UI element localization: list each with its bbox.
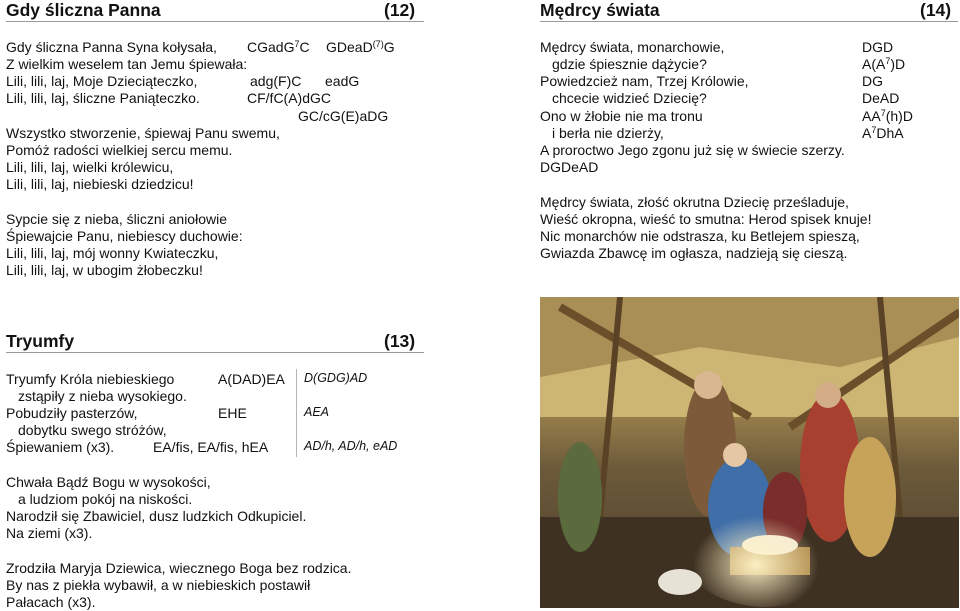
mary-head [723, 443, 747, 467]
song-title-gdy-sliczna-panna: Gdy śliczna Panna [6, 0, 161, 20]
chord-line: DG [862, 73, 883, 89]
lyric-line: chcecie widzieć Dziecię? [552, 90, 707, 106]
lyric-line: Lili, lili, laj, wielki królewicu, [6, 159, 174, 175]
alt-chord-line: AEA [304, 405, 330, 419]
lyric-line: Gwiazda Zbawcę im ogłasza, nadzieją się cieszą. [540, 245, 848, 261]
lyric-line: A proroctwo Jego zgonu już się w świecie szerzy. [540, 142, 845, 158]
lyric-line: Powiedzcież nam, Trzej Królowie, [540, 73, 749, 89]
nativity-painting [540, 297, 959, 608]
lyric-line: Chwała Bądź Bogu w wysokości, [6, 474, 211, 490]
chord-line: eadG [325, 73, 360, 89]
chord-line: adg(F)C [250, 73, 302, 89]
shepherd-figure [558, 442, 602, 552]
lyric-line: Sypcie się z nieba, śliczni aniołowie [6, 211, 227, 227]
song-number-12: (12) [384, 0, 416, 20]
lyric-line: Wieść okropna, wieść to smutna: Herod spisek knuje! [540, 211, 872, 227]
lyric-line: Lili, lili, laj, mój wonny Kwiateczku, [6, 245, 219, 261]
song-title-tryumfy: Tryumfy [6, 331, 75, 351]
lyric-line: Śpiewajcie Panu, niebiescy duchowie: [6, 228, 243, 244]
lamb [658, 569, 702, 595]
chord-line: A(DAD)EA [218, 371, 285, 387]
chord-line: CGadG$^7$C [247, 39, 310, 55]
chord-line: GDeaD$^{(7)}$G [326, 39, 395, 55]
lyric-line: dobytku swego stróżów, [18, 422, 167, 438]
nativity-illustration [540, 297, 959, 608]
lyric-line: Pobudziły pasterzów, [6, 405, 138, 421]
lyric-line: gdzie śpiesznie dążycie? [552, 56, 707, 72]
lyric-line: Wszystko stworzenie, śpiewaj Panu swemu, [6, 125, 280, 141]
lyric-line: Mędrcy świata, monarchowie, [540, 39, 725, 55]
lyric-line: Narodził się Zbawiciel, dusz ludzkich Odkupiciel. [6, 508, 307, 524]
lyric-line: a ludziom pokój na niskości. [18, 491, 193, 507]
alt-chord-line: AD/h, AD/h, eAD [304, 439, 398, 453]
lyric-line: Tryumfy Króla niebieskiego [6, 371, 175, 387]
lyric-line: Śpiewaniem (x3). [6, 439, 115, 455]
chord-line: $A(A^7)D$ [862, 56, 906, 72]
lyric-line: By nas z piekła wybawił, a w niebieskich postawił [6, 577, 311, 593]
song-title-medrcy-swiata: Mędrcy świata [540, 0, 660, 20]
lyric-line: Lili, lili, laj, Moje Dzieciąteczko, [6, 73, 198, 89]
lyric-line: Pomóż radości wielkiej sercu memu. [6, 142, 233, 158]
holy-light [675, 467, 855, 607]
lyric-line: Z wielkim weselem tan Jemu śpiewała: [6, 56, 248, 72]
title-rule-13 [6, 352, 424, 353]
lyric-line: Mędrcy świata, złość okrutna Dziecię prześladuje, [540, 194, 849, 210]
lyric-line: Lili, lili, laj, śliczne Paniąteczko. [6, 90, 200, 106]
chord-line: $AA^7(h)D$ [862, 108, 913, 124]
chord-column-divider [296, 369, 297, 457]
chord-line: EHE [218, 405, 247, 421]
chord-line: $A^7DhA$ [862, 125, 904, 141]
lyric-line: Nic monarchów nie odstrasza, ku Betlejem spieszą, [540, 228, 860, 244]
lyric-line: Gdy śliczna Panna Syna kołysała, [6, 39, 217, 55]
lyric-line: Na ziemi (x3). [6, 525, 93, 541]
lyric-line: Lili, lili, laj, niebieski dziedzicu! [6, 176, 194, 192]
title-rule-12 [6, 21, 424, 22]
chord-line: GC/cG(E)aDG [298, 108, 389, 124]
lyric-line: Zrodziła Maryja Dziewica, wiecznego Boga bez rodzica. [6, 560, 352, 576]
joseph-head [694, 371, 722, 399]
lyric-line: i berła nie dzierży, [552, 125, 664, 141]
alt-chord-line: D(GDG)AD [304, 371, 368, 385]
lyric-line: zstąpiły z nieba wysokiego. [18, 388, 187, 404]
chord-line: EA/fis, EA/fis, hEA [153, 439, 269, 455]
king-head [815, 382, 841, 408]
lyric-line: Lili, lili, laj, w ubogim żłobeczku! [6, 262, 203, 278]
chord-line: DGDeAD [540, 159, 599, 175]
song-number-13: (13) [384, 331, 416, 351]
chord-line: DeAD [862, 90, 900, 106]
lyric-line: Ono w żłobie nie ma tronu [540, 108, 703, 124]
chord-line: DGD [862, 39, 894, 55]
title-rule-14 [540, 21, 958, 22]
lyric-line: Pałacach (x3). [6, 594, 96, 610]
song-number-14: (14) [920, 0, 952, 20]
chord-line: CF/fC(A)dGC [247, 90, 331, 106]
